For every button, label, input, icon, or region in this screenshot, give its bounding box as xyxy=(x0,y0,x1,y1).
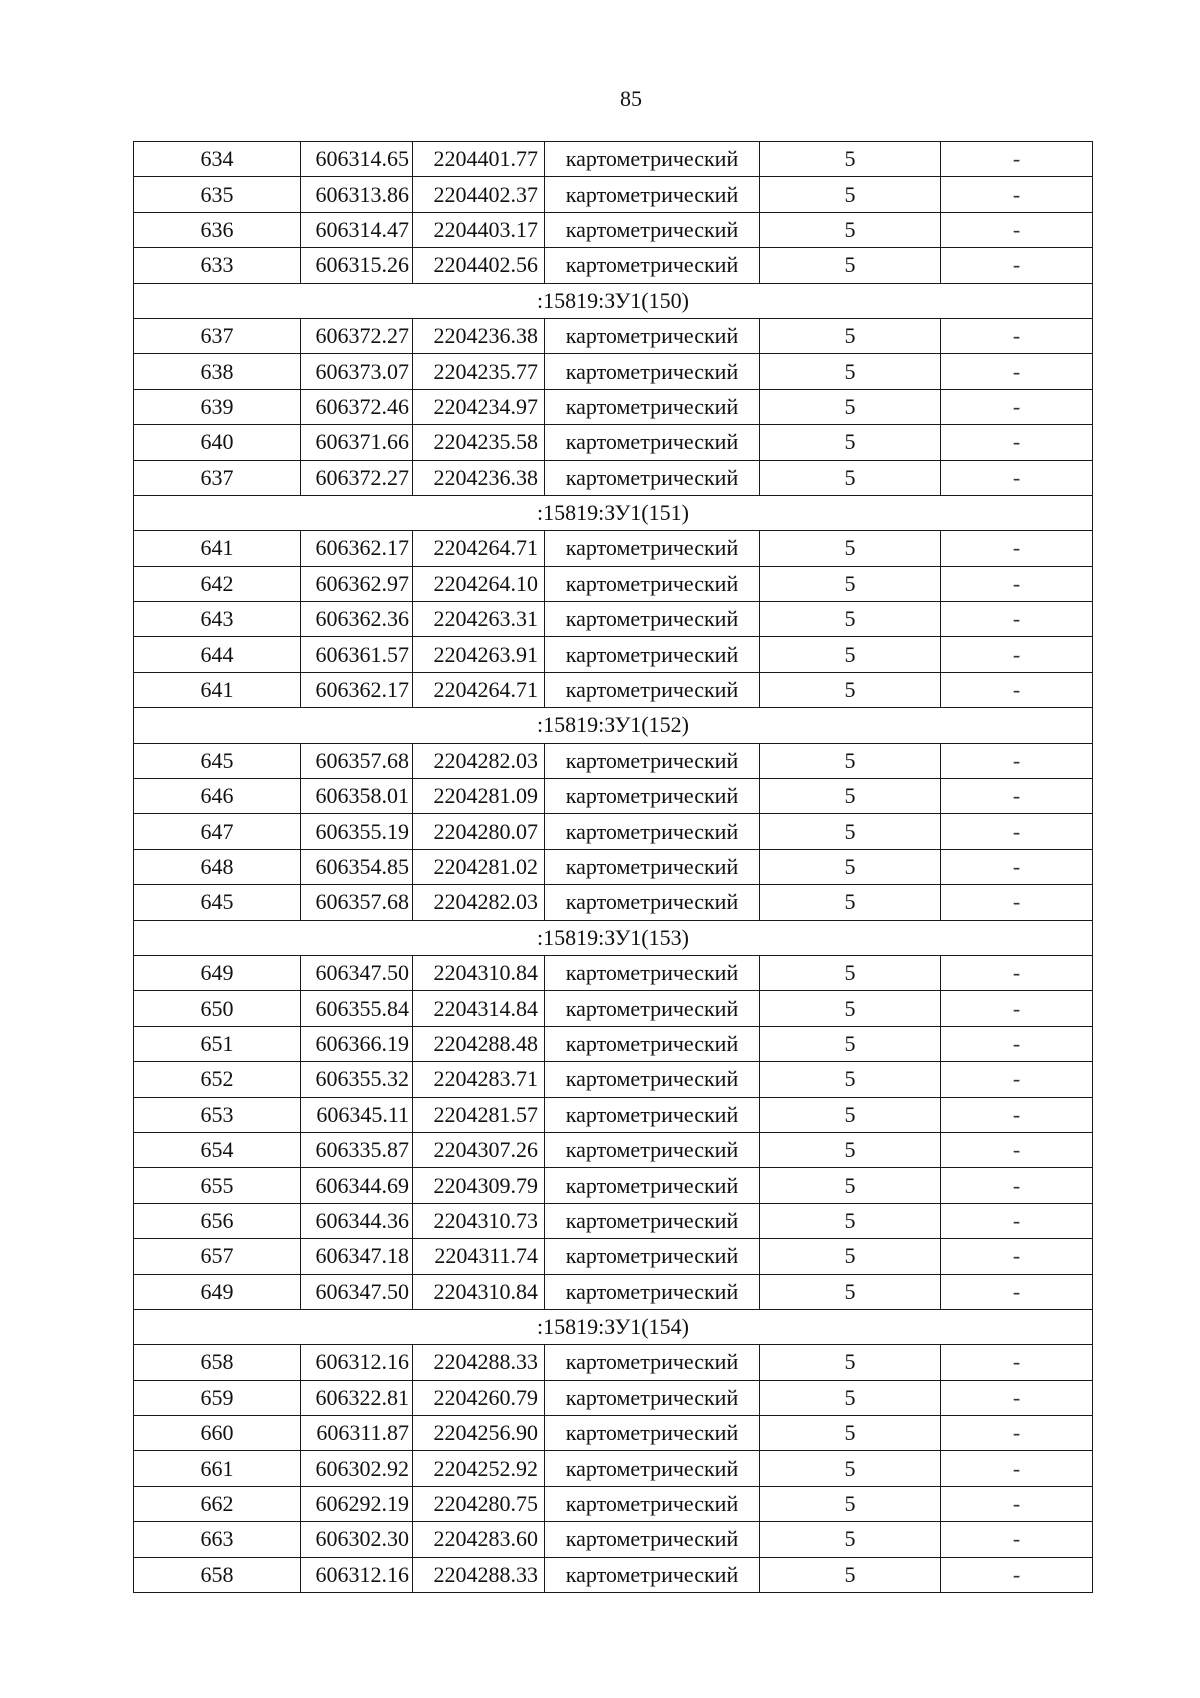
accuracy-cell: 5 xyxy=(760,1062,941,1097)
y-coordinate-cell: 2204264.71 xyxy=(413,531,545,566)
x-coordinate-cell: 606314.47 xyxy=(301,212,413,247)
note-cell: - xyxy=(941,814,1093,849)
point-number-cell: 657 xyxy=(134,1239,301,1274)
point-number-cell: 649 xyxy=(134,1274,301,1309)
x-coordinate-cell: 606355.19 xyxy=(301,814,413,849)
x-coordinate-cell: 606362.17 xyxy=(301,531,413,566)
point-number-cell: 639 xyxy=(134,389,301,424)
method-cell: картометрический xyxy=(545,1168,760,1203)
table-row xyxy=(134,1486,1093,1521)
accuracy-cell: 5 xyxy=(760,814,941,849)
point-number-cell: 642 xyxy=(134,566,301,601)
point-number-cell: 634 xyxy=(134,142,301,177)
method-cell: картометрический xyxy=(545,1451,760,1486)
accuracy-cell: 5 xyxy=(760,1097,941,1132)
y-coordinate-cell: 2204314.84 xyxy=(413,991,545,1026)
point-number-cell: 645 xyxy=(134,885,301,920)
y-coordinate-cell: 2204264.71 xyxy=(413,672,545,707)
x-coordinate-cell: 606358.01 xyxy=(301,779,413,814)
accuracy-cell: 5 xyxy=(760,1522,941,1557)
note-cell: - xyxy=(941,1097,1093,1132)
x-coordinate-cell: 606335.87 xyxy=(301,1132,413,1167)
method-cell: картометрический xyxy=(545,1026,760,1061)
accuracy-cell: 5 xyxy=(760,1557,941,1592)
table-row xyxy=(134,177,1093,212)
table-row xyxy=(134,212,1093,247)
table-row xyxy=(134,1416,1093,1451)
note-cell: - xyxy=(941,1486,1093,1521)
method-cell: картометрический xyxy=(545,531,760,566)
table-row xyxy=(134,248,1093,283)
note-cell: - xyxy=(941,142,1093,177)
method-cell: картометрический xyxy=(545,389,760,424)
x-coordinate-cell: 606322.81 xyxy=(301,1380,413,1415)
note-cell: - xyxy=(941,389,1093,424)
accuracy-cell: 5 xyxy=(760,849,941,884)
method-cell: картометрический xyxy=(545,779,760,814)
method-cell: картометрический xyxy=(545,1239,760,1274)
x-coordinate-cell: 606362.17 xyxy=(301,672,413,707)
y-coordinate-cell: 2204236.38 xyxy=(413,318,545,353)
parcel-group-label: :15819:ЗУ1(153) xyxy=(134,920,1093,955)
table-row xyxy=(134,1168,1093,1203)
table-row xyxy=(134,425,1093,460)
x-coordinate-cell: 606313.86 xyxy=(301,177,413,212)
point-number-cell: 638 xyxy=(134,354,301,389)
method-cell: картометрический xyxy=(545,177,760,212)
accuracy-cell: 5 xyxy=(760,1132,941,1167)
y-coordinate-cell: 2204310.73 xyxy=(413,1203,545,1238)
y-coordinate-cell: 2204288.48 xyxy=(413,1026,545,1061)
note-cell: - xyxy=(941,1416,1093,1451)
note-cell: - xyxy=(941,1557,1093,1592)
point-number-cell: 653 xyxy=(134,1097,301,1132)
note-cell: - xyxy=(941,1239,1093,1274)
accuracy-cell: 5 xyxy=(760,354,941,389)
point-number-cell: 649 xyxy=(134,955,301,990)
table-row xyxy=(134,1274,1093,1309)
table-row xyxy=(134,1380,1093,1415)
x-coordinate-cell: 606292.19 xyxy=(301,1486,413,1521)
table-row xyxy=(134,672,1093,707)
point-number-cell: 645 xyxy=(134,743,301,778)
note-cell: - xyxy=(941,248,1093,283)
accuracy-cell: 5 xyxy=(760,1203,941,1238)
x-coordinate-cell: 606302.30 xyxy=(301,1522,413,1557)
table-row xyxy=(134,1557,1093,1592)
accuracy-cell: 5 xyxy=(760,1239,941,1274)
x-coordinate-cell: 606362.97 xyxy=(301,566,413,601)
table-row xyxy=(134,1062,1093,1097)
x-coordinate-cell: 606347.50 xyxy=(301,1274,413,1309)
point-number-cell: 637 xyxy=(134,460,301,495)
y-coordinate-cell: 2204280.75 xyxy=(413,1486,545,1521)
table-row xyxy=(134,849,1093,884)
y-coordinate-cell: 2204283.60 xyxy=(413,1522,545,1557)
table-row xyxy=(134,1026,1093,1061)
point-number-cell: 644 xyxy=(134,637,301,672)
table-row xyxy=(134,743,1093,778)
accuracy-cell: 5 xyxy=(760,637,941,672)
y-coordinate-cell: 2204235.58 xyxy=(413,425,545,460)
point-number-cell: 643 xyxy=(134,602,301,637)
y-coordinate-cell: 2204281.02 xyxy=(413,849,545,884)
y-coordinate-cell: 2204307.26 xyxy=(413,1132,545,1167)
group-header-row xyxy=(134,495,1093,530)
table-row xyxy=(134,318,1093,353)
point-number-cell: 658 xyxy=(134,1345,301,1380)
x-coordinate-cell: 606312.16 xyxy=(301,1345,413,1380)
note-cell: - xyxy=(941,1026,1093,1061)
point-number-cell: 658 xyxy=(134,1557,301,1592)
point-number-cell: 650 xyxy=(134,991,301,1026)
y-coordinate-cell: 2204263.31 xyxy=(413,602,545,637)
table-row xyxy=(134,354,1093,389)
method-cell: картометрический xyxy=(545,1345,760,1380)
table-row xyxy=(134,955,1093,990)
note-cell: - xyxy=(941,672,1093,707)
parcel-group-label: :15819:ЗУ1(152) xyxy=(134,708,1093,743)
note-cell: - xyxy=(941,1203,1093,1238)
note-cell: - xyxy=(941,849,1093,884)
accuracy-cell: 5 xyxy=(760,1274,941,1309)
x-coordinate-cell: 606347.18 xyxy=(301,1239,413,1274)
accuracy-cell: 5 xyxy=(760,248,941,283)
x-coordinate-cell: 606366.19 xyxy=(301,1026,413,1061)
table-row xyxy=(134,602,1093,637)
group-header-row xyxy=(134,283,1093,318)
y-coordinate-cell: 2204282.03 xyxy=(413,885,545,920)
y-coordinate-cell: 2204309.79 xyxy=(413,1168,545,1203)
method-cell: картометрический xyxy=(545,1416,760,1451)
point-number-cell: 635 xyxy=(134,177,301,212)
accuracy-cell: 5 xyxy=(760,1380,941,1415)
point-number-cell: 647 xyxy=(134,814,301,849)
accuracy-cell: 5 xyxy=(760,743,941,778)
point-number-cell: 648 xyxy=(134,849,301,884)
accuracy-cell: 5 xyxy=(760,425,941,460)
note-cell: - xyxy=(941,991,1093,1026)
x-coordinate-cell: 606372.27 xyxy=(301,318,413,353)
y-coordinate-cell: 2204288.33 xyxy=(413,1345,545,1380)
note-cell: - xyxy=(941,955,1093,990)
note-cell: - xyxy=(941,177,1093,212)
accuracy-cell: 5 xyxy=(760,460,941,495)
group-header-row xyxy=(134,1309,1093,1344)
accuracy-cell: 5 xyxy=(760,177,941,212)
y-coordinate-cell: 2204402.37 xyxy=(413,177,545,212)
table-row xyxy=(134,1203,1093,1238)
x-coordinate-cell: 606373.07 xyxy=(301,354,413,389)
table-row xyxy=(134,389,1093,424)
y-coordinate-cell: 2204310.84 xyxy=(413,955,545,990)
point-number-cell: 663 xyxy=(134,1522,301,1557)
y-coordinate-cell: 2204311.74 xyxy=(413,1239,545,1274)
table-row xyxy=(134,814,1093,849)
method-cell: картометрический xyxy=(545,460,760,495)
note-cell: - xyxy=(941,531,1093,566)
accuracy-cell: 5 xyxy=(760,1416,941,1451)
x-coordinate-cell: 606357.68 xyxy=(301,743,413,778)
point-number-cell: 646 xyxy=(134,779,301,814)
parcel-group-label: :15819:ЗУ1(151) xyxy=(134,495,1093,530)
accuracy-cell: 5 xyxy=(760,1486,941,1521)
note-cell: - xyxy=(941,566,1093,601)
method-cell: картометрический xyxy=(545,248,760,283)
x-coordinate-cell: 606372.27 xyxy=(301,460,413,495)
table-row xyxy=(134,531,1093,566)
x-coordinate-cell: 606355.32 xyxy=(301,1062,413,1097)
accuracy-cell: 5 xyxy=(760,672,941,707)
x-coordinate-cell: 606314.65 xyxy=(301,142,413,177)
point-number-cell: 640 xyxy=(134,425,301,460)
parcel-group-label: :15819:ЗУ1(150) xyxy=(134,283,1093,318)
x-coordinate-cell: 606357.68 xyxy=(301,885,413,920)
y-coordinate-cell: 2204283.71 xyxy=(413,1062,545,1097)
y-coordinate-cell: 2204260.79 xyxy=(413,1380,545,1415)
method-cell: картометрический xyxy=(545,602,760,637)
method-cell: картометрический xyxy=(545,637,760,672)
x-coordinate-cell: 606347.50 xyxy=(301,955,413,990)
point-number-cell: 641 xyxy=(134,672,301,707)
point-number-cell: 656 xyxy=(134,1203,301,1238)
accuracy-cell: 5 xyxy=(760,1026,941,1061)
method-cell: картометрический xyxy=(545,1557,760,1592)
method-cell: картометрический xyxy=(545,425,760,460)
note-cell: - xyxy=(941,354,1093,389)
method-cell: картометрический xyxy=(545,1203,760,1238)
y-coordinate-cell: 2204402.56 xyxy=(413,248,545,283)
x-coordinate-cell: 606345.11 xyxy=(301,1097,413,1132)
note-cell: - xyxy=(941,1168,1093,1203)
accuracy-cell: 5 xyxy=(760,389,941,424)
y-coordinate-cell: 2204234.97 xyxy=(413,389,545,424)
accuracy-cell: 5 xyxy=(760,142,941,177)
table-row xyxy=(134,142,1093,177)
table-row xyxy=(134,566,1093,601)
y-coordinate-cell: 2204282.03 xyxy=(413,743,545,778)
method-cell: картометрический xyxy=(545,1062,760,1097)
table-row xyxy=(134,1345,1093,1380)
method-cell: картометрический xyxy=(545,142,760,177)
note-cell: - xyxy=(941,602,1093,637)
method-cell: картометрический xyxy=(545,743,760,778)
table-row xyxy=(134,991,1093,1026)
coordinates-table-body xyxy=(134,142,1093,1593)
note-cell: - xyxy=(941,779,1093,814)
note-cell: - xyxy=(941,1062,1093,1097)
y-coordinate-cell: 2204288.33 xyxy=(413,1557,545,1592)
y-coordinate-cell: 2204403.17 xyxy=(413,212,545,247)
y-coordinate-cell: 2204281.57 xyxy=(413,1097,545,1132)
y-coordinate-cell: 2204236.38 xyxy=(413,460,545,495)
method-cell: картометрический xyxy=(545,672,760,707)
x-coordinate-cell: 606355.84 xyxy=(301,991,413,1026)
method-cell: картометрический xyxy=(545,849,760,884)
method-cell: картометрический xyxy=(545,991,760,1026)
group-header-row xyxy=(134,920,1093,955)
parcel-group-label: :15819:ЗУ1(154) xyxy=(134,1309,1093,1344)
method-cell: картометрический xyxy=(545,354,760,389)
point-number-cell: 641 xyxy=(134,531,301,566)
x-coordinate-cell: 606344.36 xyxy=(301,1203,413,1238)
x-coordinate-cell: 606371.66 xyxy=(301,425,413,460)
accuracy-cell: 5 xyxy=(760,955,941,990)
page-number: 85 xyxy=(620,86,642,111)
table-row xyxy=(134,779,1093,814)
note-cell: - xyxy=(941,1132,1093,1167)
accuracy-cell: 5 xyxy=(760,885,941,920)
method-cell: картометрический xyxy=(545,566,760,601)
point-number-cell: 654 xyxy=(134,1132,301,1167)
accuracy-cell: 5 xyxy=(760,991,941,1026)
table-row xyxy=(134,637,1093,672)
accuracy-cell: 5 xyxy=(760,602,941,637)
table-row xyxy=(134,1132,1093,1167)
accuracy-cell: 5 xyxy=(760,1168,941,1203)
note-cell: - xyxy=(941,318,1093,353)
note-cell: - xyxy=(941,425,1093,460)
method-cell: картометрический xyxy=(545,814,760,849)
accuracy-cell: 5 xyxy=(760,1345,941,1380)
method-cell: картометрический xyxy=(545,1274,760,1309)
method-cell: картометрический xyxy=(545,885,760,920)
note-cell: - xyxy=(941,743,1093,778)
y-coordinate-cell: 2204281.09 xyxy=(413,779,545,814)
x-coordinate-cell: 606312.16 xyxy=(301,1557,413,1592)
x-coordinate-cell: 606362.36 xyxy=(301,602,413,637)
table-row xyxy=(134,1522,1093,1557)
note-cell: - xyxy=(941,1451,1093,1486)
note-cell: - xyxy=(941,1522,1093,1557)
y-coordinate-cell: 2204256.90 xyxy=(413,1416,545,1451)
note-cell: - xyxy=(941,637,1093,672)
table-row xyxy=(134,885,1093,920)
method-cell: картометрический xyxy=(545,1522,760,1557)
y-coordinate-cell: 2204235.77 xyxy=(413,354,545,389)
note-cell: - xyxy=(941,1345,1093,1380)
point-number-cell: 636 xyxy=(134,212,301,247)
y-coordinate-cell: 2204280.07 xyxy=(413,814,545,849)
y-coordinate-cell: 2204264.10 xyxy=(413,566,545,601)
point-number-cell: 651 xyxy=(134,1026,301,1061)
y-coordinate-cell: 2204310.84 xyxy=(413,1274,545,1309)
note-cell: - xyxy=(941,460,1093,495)
point-number-cell: 659 xyxy=(134,1380,301,1415)
y-coordinate-cell: 2204252.92 xyxy=(413,1451,545,1486)
group-header-row xyxy=(134,708,1093,743)
accuracy-cell: 5 xyxy=(760,779,941,814)
y-coordinate-cell: 2204401.77 xyxy=(413,142,545,177)
table-row xyxy=(134,460,1093,495)
table-row xyxy=(134,1239,1093,1274)
accuracy-cell: 5 xyxy=(760,318,941,353)
note-cell: - xyxy=(941,212,1093,247)
point-number-cell: 637 xyxy=(134,318,301,353)
x-coordinate-cell: 606361.57 xyxy=(301,637,413,672)
point-number-cell: 662 xyxy=(134,1486,301,1521)
x-coordinate-cell: 606315.26 xyxy=(301,248,413,283)
method-cell: картометрический xyxy=(545,955,760,990)
accuracy-cell: 5 xyxy=(760,566,941,601)
x-coordinate-cell: 606354.85 xyxy=(301,849,413,884)
note-cell: - xyxy=(941,885,1093,920)
x-coordinate-cell: 606344.69 xyxy=(301,1168,413,1203)
accuracy-cell: 5 xyxy=(760,531,941,566)
method-cell: картометрический xyxy=(545,1486,760,1521)
coordinates-table xyxy=(133,141,1093,1593)
method-cell: картометрический xyxy=(545,318,760,353)
point-number-cell: 660 xyxy=(134,1416,301,1451)
x-coordinate-cell: 606311.87 xyxy=(301,1416,413,1451)
note-cell: - xyxy=(941,1274,1093,1309)
accuracy-cell: 5 xyxy=(760,1451,941,1486)
point-number-cell: 633 xyxy=(134,248,301,283)
point-number-cell: 661 xyxy=(134,1451,301,1486)
table-row xyxy=(134,1451,1093,1486)
point-number-cell: 652 xyxy=(134,1062,301,1097)
accuracy-cell: 5 xyxy=(760,212,941,247)
y-coordinate-cell: 2204263.91 xyxy=(413,637,545,672)
method-cell: картометрический xyxy=(545,1380,760,1415)
table-row xyxy=(134,1097,1093,1132)
x-coordinate-cell: 606302.92 xyxy=(301,1451,413,1486)
method-cell: картометрический xyxy=(545,212,760,247)
method-cell: картометрический xyxy=(545,1097,760,1132)
note-cell: - xyxy=(941,1380,1093,1415)
point-number-cell: 655 xyxy=(134,1168,301,1203)
x-coordinate-cell: 606372.46 xyxy=(301,389,413,424)
method-cell: картометрический xyxy=(545,1132,760,1167)
